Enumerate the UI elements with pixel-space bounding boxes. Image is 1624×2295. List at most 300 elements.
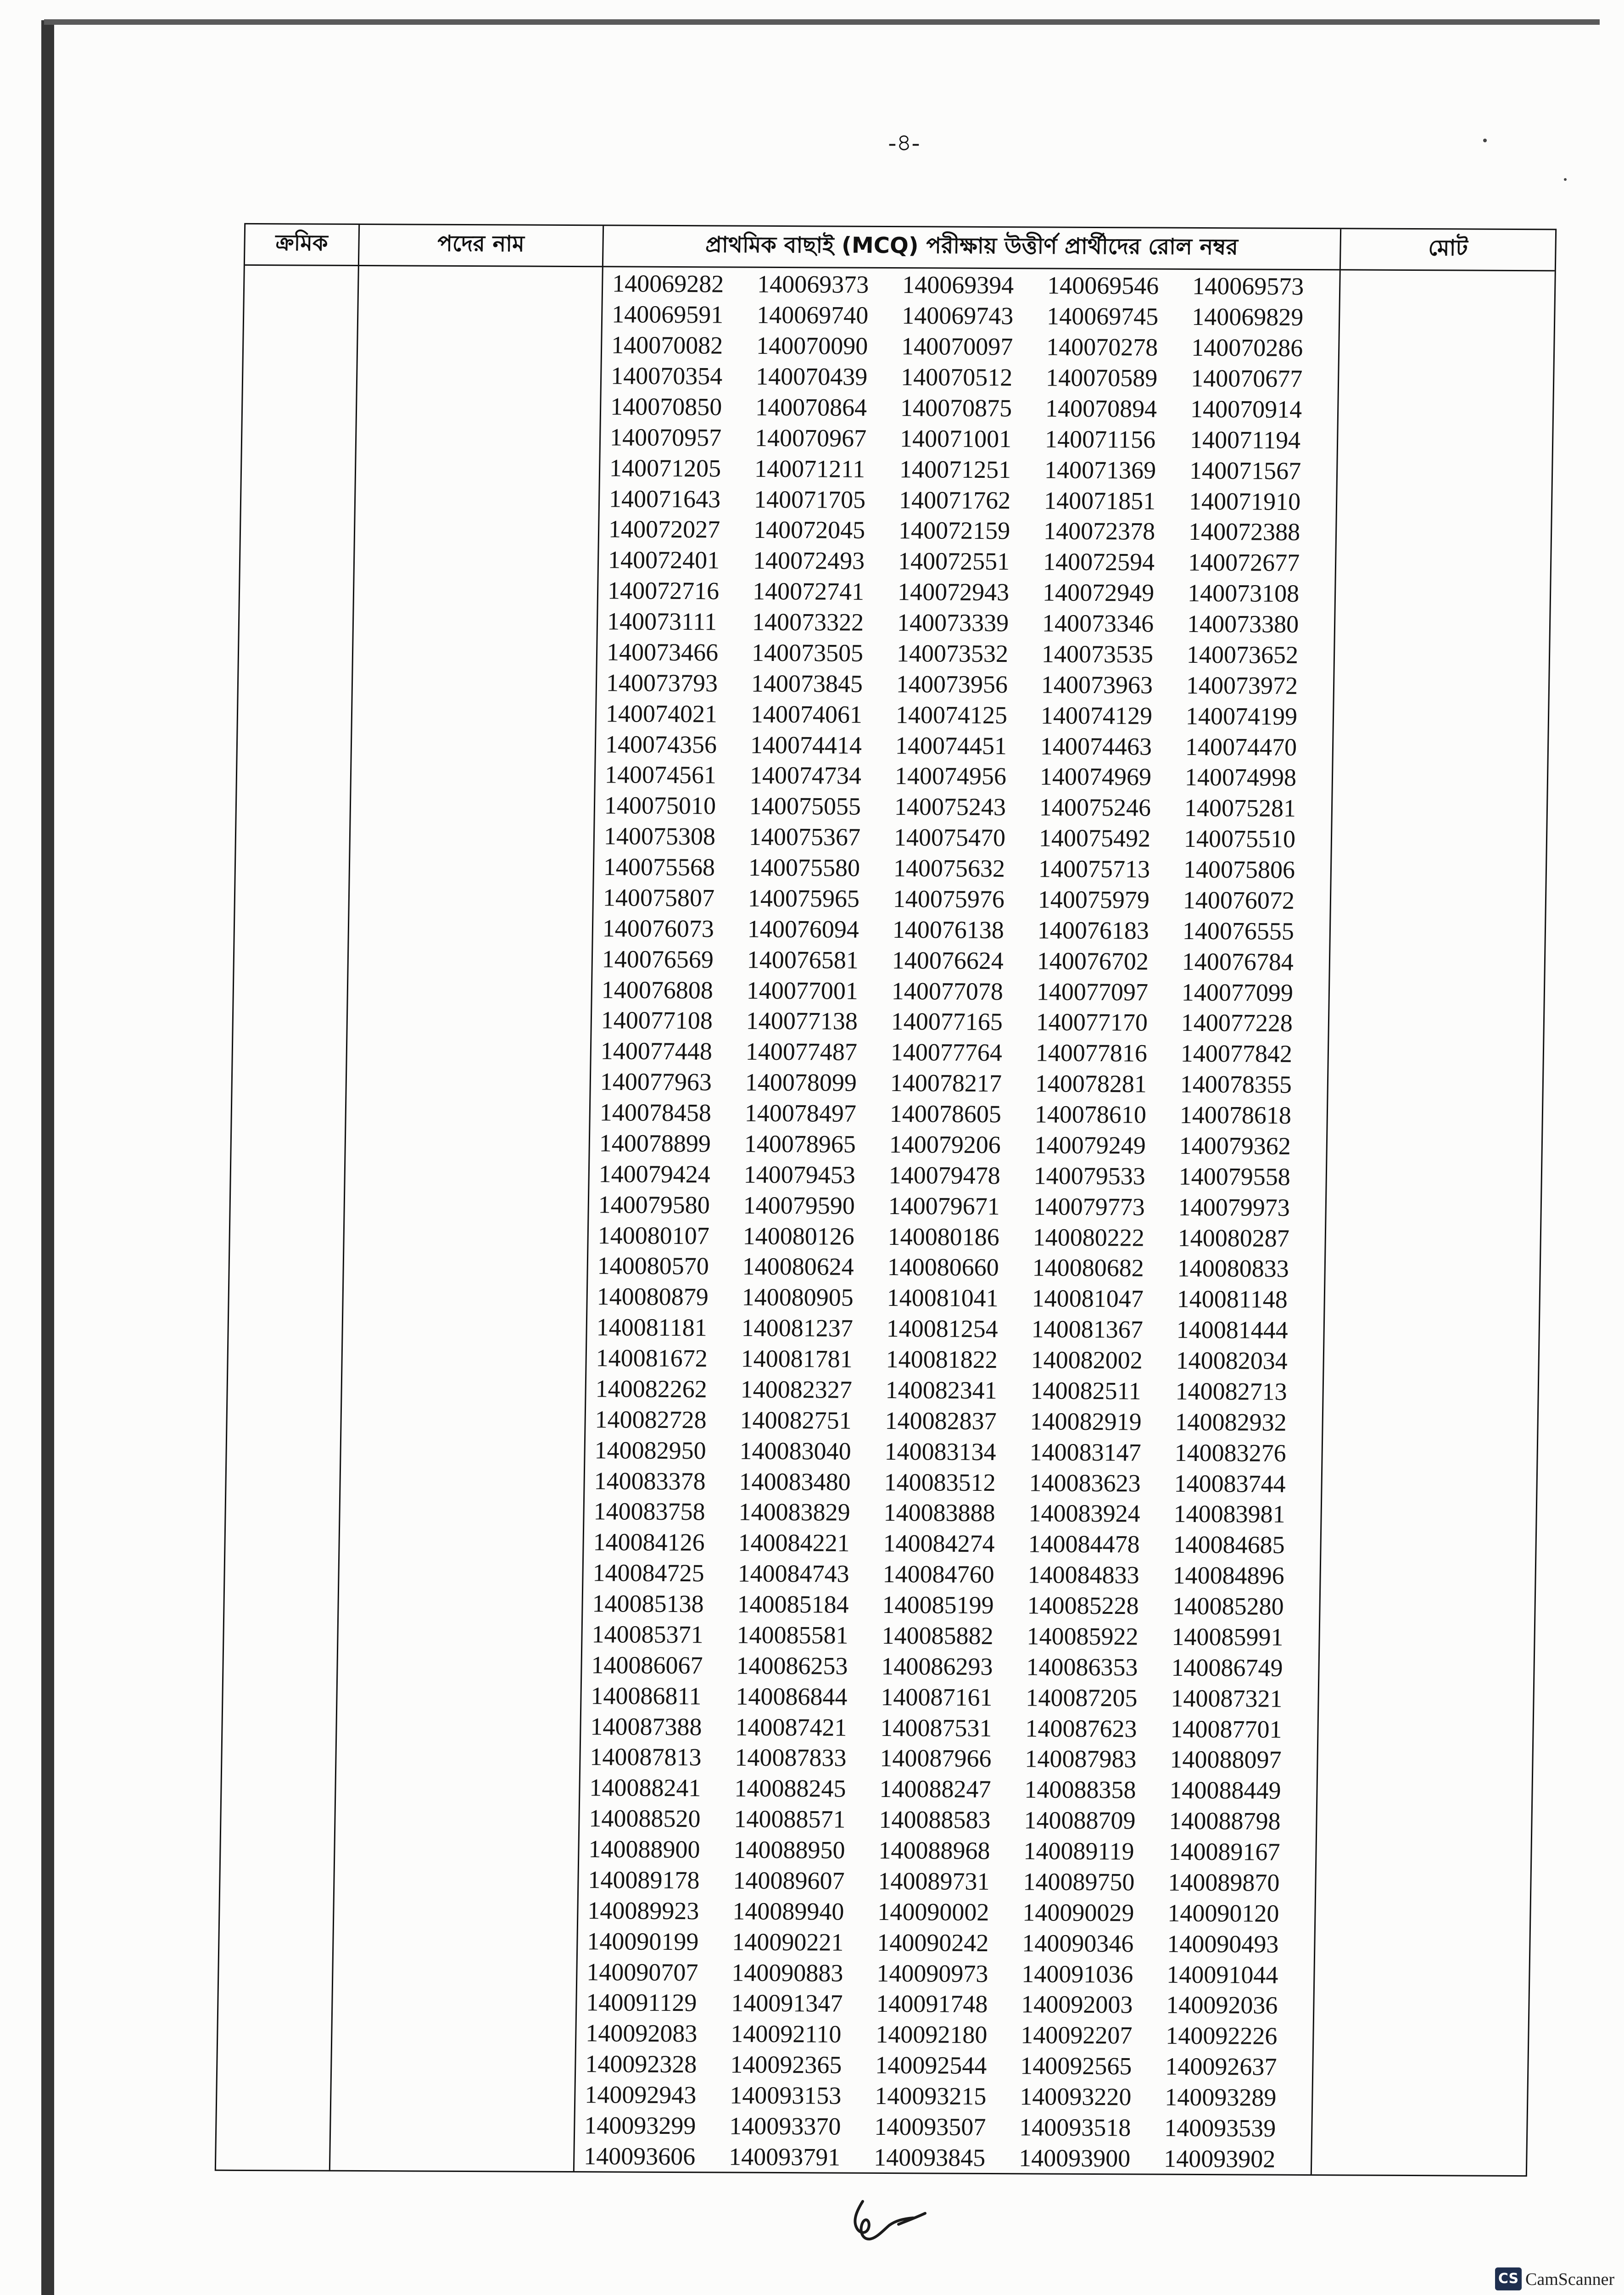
roll-number: 140073380 <box>1187 610 1299 638</box>
roll-number: 140076784 <box>1182 947 1294 976</box>
roll-number: 140080660 <box>887 1253 999 1282</box>
roll-number: 140071910 <box>1189 487 1301 515</box>
roll-number: 140071251 <box>899 455 1011 483</box>
roll-number: 140077816 <box>1035 1039 1148 1067</box>
roll-number: 140081148 <box>1177 1285 1288 1314</box>
roll-number: 140087205 <box>1026 1684 1138 1712</box>
roll-number: 140093507 <box>874 2112 986 2141</box>
roll-number: 140073532 <box>896 639 1009 668</box>
roll-number: 140093153 <box>729 2081 842 2110</box>
roll-number-row <box>578 1926 1314 1959</box>
roll-number: 140089167 <box>1168 1837 1280 1866</box>
roll-number: 140077001 <box>746 976 859 1005</box>
roll-number: 140071567 <box>1189 456 1301 485</box>
roll-number: 140071851 <box>1044 487 1156 515</box>
roll-number: 140074061 <box>750 700 863 728</box>
roll-number-row <box>589 1159 1326 1192</box>
roll-number: 140072388 <box>1188 518 1300 546</box>
roll-number-row <box>588 1250 1324 1284</box>
roll-number: 140081822 <box>886 1345 998 1374</box>
roll-number-row <box>586 1404 1322 1438</box>
roll-number: 140080570 <box>597 1252 709 1280</box>
roll-number-row <box>590 1128 1326 1162</box>
roll-number-row <box>587 1281 1324 1315</box>
scan-edge-top <box>44 19 1600 25</box>
roll-number: 140079478 <box>888 1161 1001 1189</box>
roll-number: 140075246 <box>1039 793 1151 822</box>
roll-number: 140072159 <box>898 516 1010 545</box>
roll-number: 140088241 <box>589 1774 701 1802</box>
roll-number-row <box>602 330 1339 364</box>
roll-number: 140072943 <box>897 578 1010 606</box>
roll-number: 140070894 <box>1045 394 1157 423</box>
roll-number: 140083512 <box>884 1468 996 1496</box>
roll-number: 140075632 <box>893 854 1005 883</box>
roll-number: 140078217 <box>890 1069 1002 1097</box>
roll-number: 140082728 <box>595 1405 707 1434</box>
roll-number: 140090221 <box>731 1928 844 1956</box>
roll-number: 140082262 <box>595 1375 708 1403</box>
roll-number: 140071211 <box>754 454 865 483</box>
roll-number: 140081367 <box>1031 1315 1144 1343</box>
roll-number: 140089750 <box>1023 1868 1135 1896</box>
roll-number: 140075976 <box>893 885 1005 913</box>
roll-number: 140078610 <box>1034 1100 1147 1129</box>
roll-number: 140080222 <box>1032 1223 1145 1252</box>
roll-number: 140083888 <box>883 1499 996 1527</box>
roll-number: 140078281 <box>1035 1069 1147 1098</box>
roll-number: 140080126 <box>742 1222 855 1250</box>
roll-number: 140088449 <box>1169 1776 1281 1805</box>
roll-number: 140084478 <box>1028 1530 1140 1558</box>
roll-number: 140085922 <box>1027 1622 1139 1651</box>
roll-number-row <box>588 1220 1325 1254</box>
roll-number: 140079558 <box>1178 1162 1291 1191</box>
roll-number: 140071156 <box>1044 425 1156 453</box>
roll-number: 140083134 <box>884 1437 997 1466</box>
roll-number: 140084760 <box>882 1560 995 1589</box>
roll-number: 140086353 <box>1026 1653 1138 1681</box>
roll-number: 140083276 <box>1174 1439 1287 1467</box>
roll-number: 140075055 <box>749 792 861 821</box>
roll-number: 140073339 <box>897 609 1009 637</box>
total-cell <box>1312 270 1555 2175</box>
roll-number-row <box>579 1834 1316 1868</box>
roll-number: 140088583 <box>879 1806 991 1834</box>
roll-number: 140086067 <box>591 1651 703 1679</box>
roll-number: 140082919 <box>1030 1407 1142 1436</box>
roll-number: 140092207 <box>1020 2021 1133 2049</box>
roll-number: 140091036 <box>1021 1959 1133 1988</box>
roll-number: 140073652 <box>1186 640 1299 669</box>
roll-number: 140069546 <box>1047 271 1159 300</box>
roll-number: 140070082 <box>611 331 723 359</box>
roll-number: 140089731 <box>878 1867 990 1895</box>
roll-number-row <box>578 1895 1315 1929</box>
roll-number: 140075281 <box>1184 794 1296 823</box>
roll-number: 140085581 <box>737 1621 849 1649</box>
roll-number: 140087321 <box>1171 1684 1283 1713</box>
roll-number-row <box>586 1373 1323 1407</box>
roll-number: 140073322 <box>752 608 864 636</box>
camscanner-text: CamScanner <box>1525 2270 1615 2289</box>
roll-number: 140073111 <box>607 607 717 636</box>
roll-number: 140093370 <box>729 2112 841 2140</box>
roll-number: 140085138 <box>592 1590 704 1618</box>
roll-number: 140092180 <box>875 2021 988 2049</box>
roll-number: 140075010 <box>604 791 716 820</box>
roll-number: 140087833 <box>735 1744 847 1772</box>
roll-number: 140087983 <box>1025 1745 1137 1773</box>
roll-number: 140082713 <box>1175 1377 1288 1405</box>
roll-number: 140069829 <box>1191 303 1304 331</box>
roll-number: 140088709 <box>1024 1806 1136 1835</box>
roll-number: 140086844 <box>736 1682 848 1711</box>
roll-number: 140077097 <box>1036 977 1149 1006</box>
roll-number: 140085228 <box>1027 1591 1139 1620</box>
roll-number: 140083147 <box>1029 1438 1142 1467</box>
roll-number-row <box>576 2049 1312 2082</box>
roll-number: 140092226 <box>1165 2021 1278 2050</box>
roll-number: 140092328 <box>585 2050 697 2078</box>
roll-number: 140088245 <box>734 1774 846 1802</box>
roll-number-row <box>575 2140 1311 2174</box>
roll-number: 140076183 <box>1037 916 1150 945</box>
roll-number: 140090002 <box>877 1898 989 1926</box>
roll-number: 140077963 <box>600 1068 712 1096</box>
roll-number: 140091044 <box>1166 1960 1278 1989</box>
roll-number: 140070354 <box>610 362 723 390</box>
roll-number: 140089923 <box>587 1896 699 1925</box>
roll-number-row <box>581 1711 1317 1745</box>
roll-number: 140075806 <box>1183 855 1295 884</box>
roll-number-row <box>601 391 1338 425</box>
roll-number: 140071762 <box>899 486 1011 514</box>
roll-number: 140071205 <box>609 454 721 482</box>
roll-number: 140092565 <box>1020 2052 1132 2080</box>
roll-number: 140088950 <box>733 1836 845 1864</box>
roll-number: 140083378 <box>594 1467 706 1495</box>
roll-number: 140080186 <box>887 1222 1000 1251</box>
roll-number: 140085371 <box>592 1620 704 1649</box>
scan-speck <box>1564 178 1567 181</box>
header-post-name: পদের নাম <box>359 225 604 267</box>
roll-number-row <box>597 667 1334 701</box>
signature <box>844 2195 936 2245</box>
roll-number: 140080287 <box>1178 1224 1290 1252</box>
roll-number: 140077842 <box>1180 1040 1293 1068</box>
roll-number: 140069394 <box>902 271 1014 299</box>
roll-number-row <box>590 1097 1327 1131</box>
roll-number: 140092943 <box>584 2081 697 2109</box>
roll-number: 140079973 <box>1178 1193 1290 1221</box>
roll-number-table <box>215 223 1557 2177</box>
roll-number: 140092003 <box>1021 1990 1133 2019</box>
roll-number: 140072493 <box>753 547 865 575</box>
roll-number: 140070278 <box>1046 333 1158 361</box>
roll-number-row <box>599 544 1335 578</box>
roll-number: 140074414 <box>750 731 862 759</box>
roll-number: 140078355 <box>1180 1070 1292 1099</box>
roll-number: 140078965 <box>744 1130 856 1158</box>
roll-number-row <box>581 1680 1318 1714</box>
roll-number: 140075568 <box>603 853 715 881</box>
roll-number: 140082341 <box>885 1376 998 1404</box>
roll-number: 140089870 <box>1168 1868 1280 1897</box>
roll-number: 140083623 <box>1029 1468 1141 1497</box>
roll-number: 140091748 <box>876 1990 988 2018</box>
roll-number-row <box>601 422 1337 456</box>
roll-number: 140088520 <box>589 1804 701 1833</box>
roll-number: 140075979 <box>1038 885 1150 914</box>
roll-number: 140093606 <box>583 2142 696 2171</box>
roll-number: 140079773 <box>1033 1192 1145 1221</box>
roll-number: 140070090 <box>756 331 868 360</box>
roll-number: 140073963 <box>1041 671 1153 699</box>
roll-number: 140072378 <box>1043 517 1155 545</box>
roll-number: 140092036 <box>1166 1991 1278 2020</box>
roll-number: 140081254 <box>886 1315 999 1343</box>
roll-number-row <box>584 1496 1321 1530</box>
roll-number: 140075367 <box>748 823 861 851</box>
roll-number: 140088247 <box>879 1775 991 1803</box>
roll-number: 140092083 <box>585 2019 698 2048</box>
roll-number-row <box>582 1650 1318 1684</box>
roll-number: 140075580 <box>748 853 860 882</box>
roll-number: 140075308 <box>603 822 716 851</box>
roll-number: 140073466 <box>606 638 719 666</box>
roll-number: 140080879 <box>597 1282 709 1311</box>
roll-number: 140093900 <box>1018 2144 1131 2172</box>
roll-number: 140077078 <box>891 977 1004 1005</box>
roll-number: 140090707 <box>586 1958 698 1986</box>
roll-number-row <box>586 1343 1323 1377</box>
roll-number: 140087421 <box>735 1713 848 1741</box>
roll-number: 140090346 <box>1021 1929 1134 1958</box>
roll-number: 140073108 <box>1187 579 1300 608</box>
roll-number: 140073346 <box>1042 609 1154 638</box>
roll-number: 140076624 <box>892 946 1004 974</box>
roll-number: 140087966 <box>880 1744 992 1773</box>
roll-number-row <box>575 2079 1312 2113</box>
roll-number: 140069745 <box>1046 302 1159 330</box>
roll-number: 140076808 <box>601 975 714 1004</box>
roll-number: 140091129 <box>586 1988 697 2017</box>
roll-number-row <box>580 1803 1316 1837</box>
roll-number: 140081041 <box>887 1284 999 1312</box>
roll-number: 140090242 <box>876 1928 989 1957</box>
roll-number: 140074561 <box>604 761 717 789</box>
roll-number: 140075492 <box>1038 824 1151 852</box>
roll-number: 140082034 <box>1176 1346 1288 1375</box>
roll-number: 140084221 <box>738 1528 850 1557</box>
roll-number: 140072594 <box>1043 548 1155 576</box>
roll-number: 140074199 <box>1185 702 1298 730</box>
roll-number: 140073793 <box>606 669 718 697</box>
roll-number: 140087813 <box>590 1743 702 1771</box>
roll-number-row <box>598 606 1334 640</box>
roll-number: 140086293 <box>881 1652 993 1680</box>
roll-number: 140093539 <box>1164 2114 1276 2142</box>
roll-number: 140072551 <box>898 547 1010 576</box>
roll-number: 140070286 <box>1191 334 1303 362</box>
roll-number: 140070864 <box>755 393 867 421</box>
roll-number: 140076569 <box>602 945 714 974</box>
roll-number: 140075807 <box>603 884 715 912</box>
roll-number: 140087623 <box>1025 1714 1137 1742</box>
roll-number: 140077138 <box>746 1007 858 1036</box>
roll-number: 140069573 <box>1192 272 1304 301</box>
roll-number-row <box>582 1619 1319 1653</box>
roll-number: 140080682 <box>1032 1254 1144 1282</box>
roll-number: 140084833 <box>1027 1561 1140 1589</box>
roll-number: 140079362 <box>1179 1131 1291 1160</box>
roll-number: 140082751 <box>740 1406 852 1434</box>
roll-number: 140089940 <box>732 1897 844 1926</box>
roll-number: 140070512 <box>900 363 1013 392</box>
roll-number-row <box>579 1864 1315 1898</box>
roll-number: 140069740 <box>756 301 869 330</box>
roll-number: 140081237 <box>741 1314 854 1342</box>
roll-number: 140087388 <box>590 1712 703 1741</box>
roll-number: 140077764 <box>890 1038 1003 1067</box>
roll-number: 140081672 <box>596 1344 708 1372</box>
scan-edge-left <box>41 20 54 2295</box>
roll-number: 140091347 <box>731 1989 843 2018</box>
roll-number-row <box>585 1434 1322 1468</box>
roll-number-list <box>575 267 1341 2174</box>
roll-number: 140088097 <box>1170 1746 1282 1774</box>
roll-number-row <box>598 575 1335 609</box>
roll-number: 140075470 <box>893 823 1006 852</box>
roll-number: 140072027 <box>608 515 720 543</box>
roll-number-row <box>603 299 1339 333</box>
roll-number: 140070439 <box>755 362 868 391</box>
roll-number: 140076073 <box>602 914 714 943</box>
roll-number: 140090199 <box>586 1927 699 1955</box>
roll-number: 140084274 <box>883 1529 995 1558</box>
roll-number: 140085199 <box>882 1591 994 1619</box>
roll-number: 140092110 <box>730 2020 842 2048</box>
roll-number: 140084685 <box>1173 1531 1285 1559</box>
roll-number-row <box>591 1036 1328 1069</box>
roll-number: 140080833 <box>1177 1254 1289 1283</box>
roll-number-table-wrap <box>215 223 1557 2177</box>
roll-number-row <box>600 483 1336 517</box>
roll-number: 140074125 <box>895 700 1008 729</box>
roll-number-row <box>595 790 1332 824</box>
roll-number-row <box>596 759 1332 793</box>
roll-number: 140083829 <box>738 1498 851 1527</box>
roll-number-row <box>600 453 1337 487</box>
roll-number: 140080905 <box>742 1283 854 1312</box>
roll-number: 140074734 <box>749 761 862 790</box>
roll-number: 140070850 <box>610 392 722 421</box>
header-roll-numbers: প্রাথমিক বাছাই (MCQ) পরীক্ষায় উত্তীর্ণ প্রার্থীদের রোল নম্বর <box>603 226 1341 270</box>
roll-number: 140077228 <box>1181 1009 1293 1037</box>
roll-number: 140077108 <box>601 1006 713 1035</box>
roll-number: 140077099 <box>1181 978 1294 1007</box>
roll-number: 140090029 <box>1022 1898 1134 1927</box>
roll-number: 140085280 <box>1172 1592 1284 1620</box>
header-serial: ক্রমিক <box>245 224 360 266</box>
roll-number: 140074956 <box>894 762 1007 790</box>
roll-number: 140070875 <box>900 394 1012 422</box>
roll-number: 140073505 <box>751 638 864 667</box>
roll-number: 140079206 <box>889 1130 1001 1159</box>
roll-number: 140074969 <box>1039 762 1152 791</box>
roll-number-row <box>594 821 1331 855</box>
roll-number: 140073956 <box>896 670 1008 698</box>
roll-number: 140078497 <box>744 1099 857 1127</box>
roll-number: 140074021 <box>605 700 718 728</box>
post-name-cell <box>330 266 603 2171</box>
roll-number: 140080107 <box>597 1221 710 1249</box>
roll-number-row <box>593 913 1329 947</box>
roll-number: 140079424 <box>598 1160 711 1188</box>
roll-number: 140092544 <box>875 2051 987 2080</box>
roll-number: 140083040 <box>739 1437 852 1465</box>
roll-number: 140083981 <box>1173 1500 1286 1528</box>
roll-number: 140070914 <box>1190 395 1302 423</box>
roll-number: 140079249 <box>1034 1131 1146 1159</box>
roll-number: 140093902 <box>1163 2144 1276 2173</box>
roll-number: 140075713 <box>1038 855 1150 883</box>
roll-number: 140072949 <box>1042 578 1155 607</box>
roll-number: 140088358 <box>1024 1775 1136 1804</box>
roll-number: 140083744 <box>1174 1469 1286 1498</box>
roll-number: 140077448 <box>600 1037 713 1065</box>
roll-number-row <box>580 1772 1317 1806</box>
roll-number: 140081444 <box>1176 1315 1289 1344</box>
roll-number: 140071369 <box>1044 456 1156 484</box>
roll-number: 140073845 <box>751 669 863 698</box>
roll-number: 140073535 <box>1041 640 1154 668</box>
roll-number: 140088968 <box>878 1836 990 1865</box>
roll-number: 140093299 <box>584 2111 696 2140</box>
roll-number: 140071643 <box>608 484 721 513</box>
roll-number: 140074998 <box>1184 763 1297 792</box>
roll-number-row <box>592 974 1328 1008</box>
header-total: মোট <box>1341 229 1555 271</box>
roll-number: 140070097 <box>901 332 1013 361</box>
roll-number: 140084725 <box>592 1559 705 1587</box>
roll-number: 140077170 <box>1036 1008 1148 1036</box>
roll-number: 140088798 <box>1169 1807 1281 1835</box>
roll-number: 140093215 <box>874 2082 987 2110</box>
roll-number: 140077165 <box>891 1008 1003 1036</box>
roll-number-row <box>597 698 1333 732</box>
roll-number-row <box>576 2018 1313 2052</box>
roll-number: 140086749 <box>1171 1653 1284 1682</box>
roll-number: 140071705 <box>753 485 866 514</box>
roll-number: 140080624 <box>742 1253 854 1281</box>
roll-number: 140078458 <box>599 1098 712 1127</box>
roll-number: 140069282 <box>612 269 724 298</box>
roll-number: 140082002 <box>1031 1346 1143 1374</box>
roll-number: 140090493 <box>1166 1930 1279 1958</box>
roll-number: 140076581 <box>747 946 859 974</box>
roll-number: 140090120 <box>1167 1899 1279 1927</box>
scan-speck <box>1483 139 1487 142</box>
roll-number: 140079453 <box>743 1160 856 1189</box>
roll-number: 140072045 <box>753 516 865 544</box>
roll-number-row <box>592 1005 1328 1039</box>
roll-number: 140086253 <box>736 1651 848 1680</box>
roll-number: 140076094 <box>747 915 859 943</box>
roll-number: 140093220 <box>1019 2082 1132 2111</box>
roll-number-row <box>584 1527 1320 1561</box>
